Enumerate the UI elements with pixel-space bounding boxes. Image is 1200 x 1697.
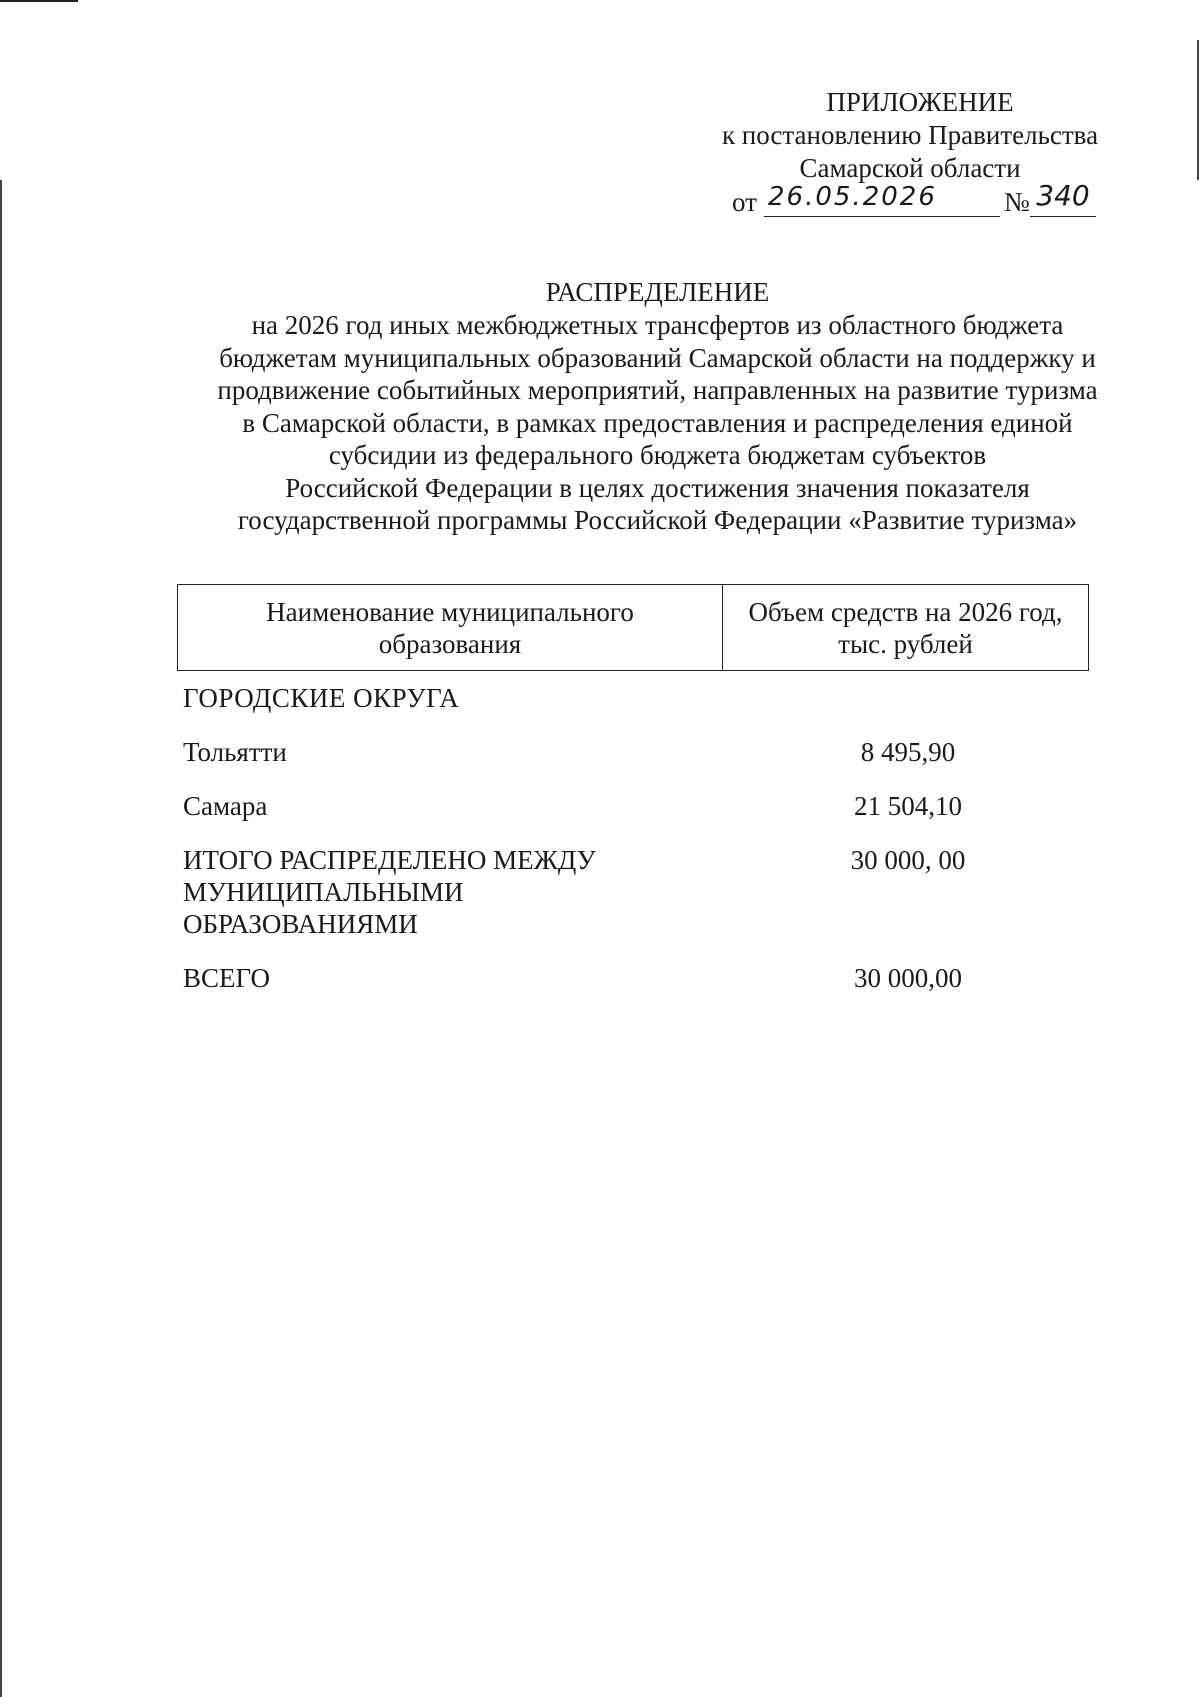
row-amount: 21 504,10 xyxy=(854,791,962,821)
subtitle-line: бюджетам муниципальных образований Самарской области на поддержку и xyxy=(219,342,1096,373)
subtitle-line: государственной программы Российской Федерации «Развитие туризма» xyxy=(237,505,1078,535)
row-name: Тольятти xyxy=(183,737,287,767)
row-name: Самара xyxy=(183,791,268,821)
date-prefix-label: от xyxy=(732,187,757,217)
appendix-line-decree: к постановлению Правительства xyxy=(721,120,1099,150)
row-name-line: ИТОГО РАСПРЕДЕЛЕНО МЕЖДУ xyxy=(183,845,596,875)
appendix-header xyxy=(600,86,1180,185)
row-amount xyxy=(727,682,1089,714)
header-text: Наименование муниципального xyxy=(266,596,634,627)
subtitle-line: на 2026 год иных межбюджетных трансфертов из областного бюджета xyxy=(251,310,1064,340)
row-name: ВСЕГО xyxy=(183,963,270,993)
table-header xyxy=(177,584,1089,671)
decree-date-number xyxy=(732,179,1112,223)
subtitle-line: субсидии из федерального бюджета бюджетам субъектов xyxy=(328,440,987,470)
subtitle-line: продвижение событийных мероприятий, направленных на развитие туризма xyxy=(217,375,1098,405)
column-header-amount xyxy=(723,585,1088,670)
row-name xyxy=(183,844,727,940)
table-row-section xyxy=(183,682,1089,714)
table-row-subtotal xyxy=(183,844,1089,940)
subtitle-line: Российской Федерации в целях достижения значения показателя xyxy=(285,472,1030,503)
table-body xyxy=(183,682,1089,1016)
header-text: Объем средств на 2026 год, xyxy=(748,596,1063,627)
header-text: тыс. рублей xyxy=(838,628,973,659)
appendix-line-region: Самарской области xyxy=(799,153,1021,183)
appendix-title: ПРИЛОЖЕНИЕ xyxy=(826,87,1014,117)
table-row xyxy=(183,790,1089,822)
document-subtitle xyxy=(150,309,1165,537)
scan-edge-mark-left xyxy=(0,180,2,1697)
decree-date: 26.05.2026 xyxy=(764,179,1000,217)
row-name-line: ОБРАЗОВАНИЯМИ xyxy=(183,909,418,939)
row-amount: 8 495,90 xyxy=(860,737,956,767)
header-text: образования xyxy=(378,628,522,659)
number-sign-label: № xyxy=(1004,187,1030,217)
table-row-total xyxy=(183,962,1089,994)
scan-edge-mark-right xyxy=(1197,40,1199,180)
subtitle-line: в Самарской области, в рамках предоставления и распределения единой xyxy=(242,407,1073,438)
row-name: ГОРОДСКИЕ ОКРУГА xyxy=(183,683,460,713)
row-amount: 30 000, 00 xyxy=(850,845,966,875)
row-amount: 30 000,00 xyxy=(854,963,962,993)
decree-number: 340 xyxy=(1030,177,1096,217)
row-name-line: МУНИЦИПАЛЬНЫМИ xyxy=(183,877,464,907)
table-row xyxy=(183,736,1089,768)
scan-edge-mark-top-left xyxy=(0,0,78,2)
column-header-municipality xyxy=(178,585,723,670)
document-title: РАСПРЕДЕЛЕНИЕ xyxy=(545,277,770,307)
